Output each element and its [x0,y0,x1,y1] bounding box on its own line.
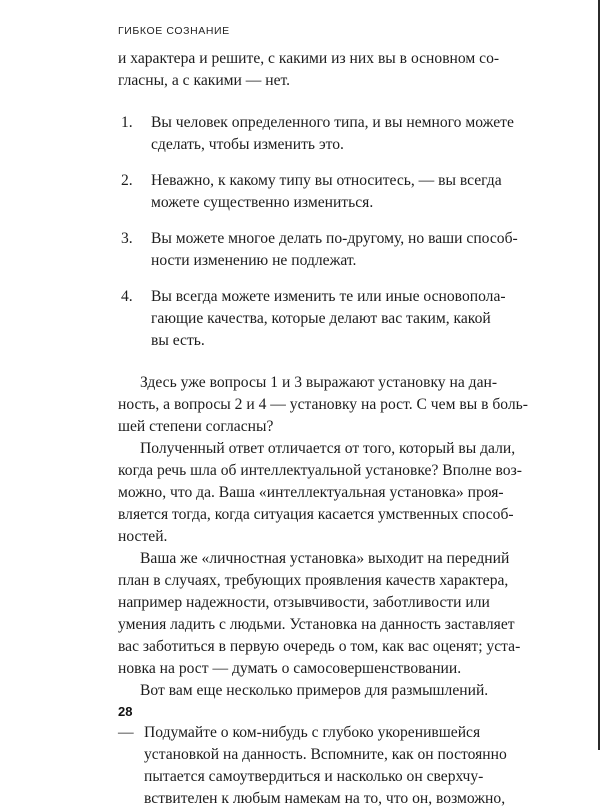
text-line: Неважно, к какому типу вы относитесь, — вы всегда [151,172,502,189]
text-line: можете существенно измениться. [151,194,374,211]
numbered-list [118,112,534,352]
text-line: ность, а вопросы 2 и 4 — установку на рост. С чем вы в боль- [118,396,528,413]
text-line: сделать, чтобы изменить это. [151,136,344,153]
dash-marker: — [118,724,134,741]
text-line: ности изменению не подлежат. [151,252,357,269]
text-line: Вы человек определенного типа, и вы немного можете [151,114,514,131]
text-line: шей степени согласны? [118,418,274,435]
body-text [118,48,534,810]
text-line: и характера и решите, с какими из них вы в основном со- [118,50,500,67]
text-line: например надежности, отзывчивости, заботливости или [118,594,490,611]
text-line: Здесь уже вопросы 1 и 3 выражают установку на дан- [140,374,498,391]
text-line: ностей. [118,528,168,545]
list-item [118,112,534,156]
text-line: гласны, а с какими — нет. [118,72,291,89]
text-line: когда речь шла об интеллектуальной установке? Вполне воз- [118,462,522,479]
text-line: вас заботиться в первую очередь о том, как вас оценят; уста- [118,638,521,655]
text-line: Вот вам еще несколько примеров для размышлений. [140,682,489,699]
list-item-number: 3. [121,230,133,247]
list-item-number: 1. [121,114,133,131]
list-item [118,286,534,352]
text-line: гающие качества, которые делают вас таким, какой [151,310,491,327]
list-item-number: 4. [121,288,133,305]
text-line: вляется тогда, когда ситуация касается умственных способ- [118,506,514,523]
text-line: план в случаях, требующих проявления качеств характера, [118,572,509,589]
paragraph [118,548,534,680]
text-line: умения ладить с людьми. Установка на данность заставляет [118,616,515,633]
text-line: пытается самоутвердиться и насколько он сверхчу- [144,768,484,785]
text-line: вы есть. [151,332,205,349]
paragraph [118,680,534,702]
text-line: вствителен к любым намекам на то, что он, возможно, [144,790,506,807]
text-line: Подумайте о ком-нибудь с глубоко укоренившейся [144,724,481,741]
paragraph [118,438,534,548]
text-line: Вы всегда можете изменить те или иные основопола- [151,288,506,305]
running-head: ГИБКОЕ СОЗНАНИЕ [118,25,230,37]
page-number: 28 [118,704,133,719]
text-line: Полученный ответ отличается от того, который вы дали, [140,440,516,457]
intro-paragraph [118,48,534,92]
text-line: новка на рост — думать о самосовершенствовании. [118,660,462,677]
list-item [118,228,534,272]
text-line: Ваша же «личностная установка» выходит на передний [140,550,510,567]
list-item [118,170,534,214]
text-line: установкой на данность. Вспомните, как он постоянно [144,746,507,763]
list-item-number: 2. [121,172,133,189]
text-line: Вы можете многое делать по-другому, но ваши способ- [151,230,518,247]
text-line: можно, что да. Ваша «интеллектуальная установка» проя- [118,484,504,501]
dash-list-item [118,722,534,810]
paragraph [118,372,534,438]
